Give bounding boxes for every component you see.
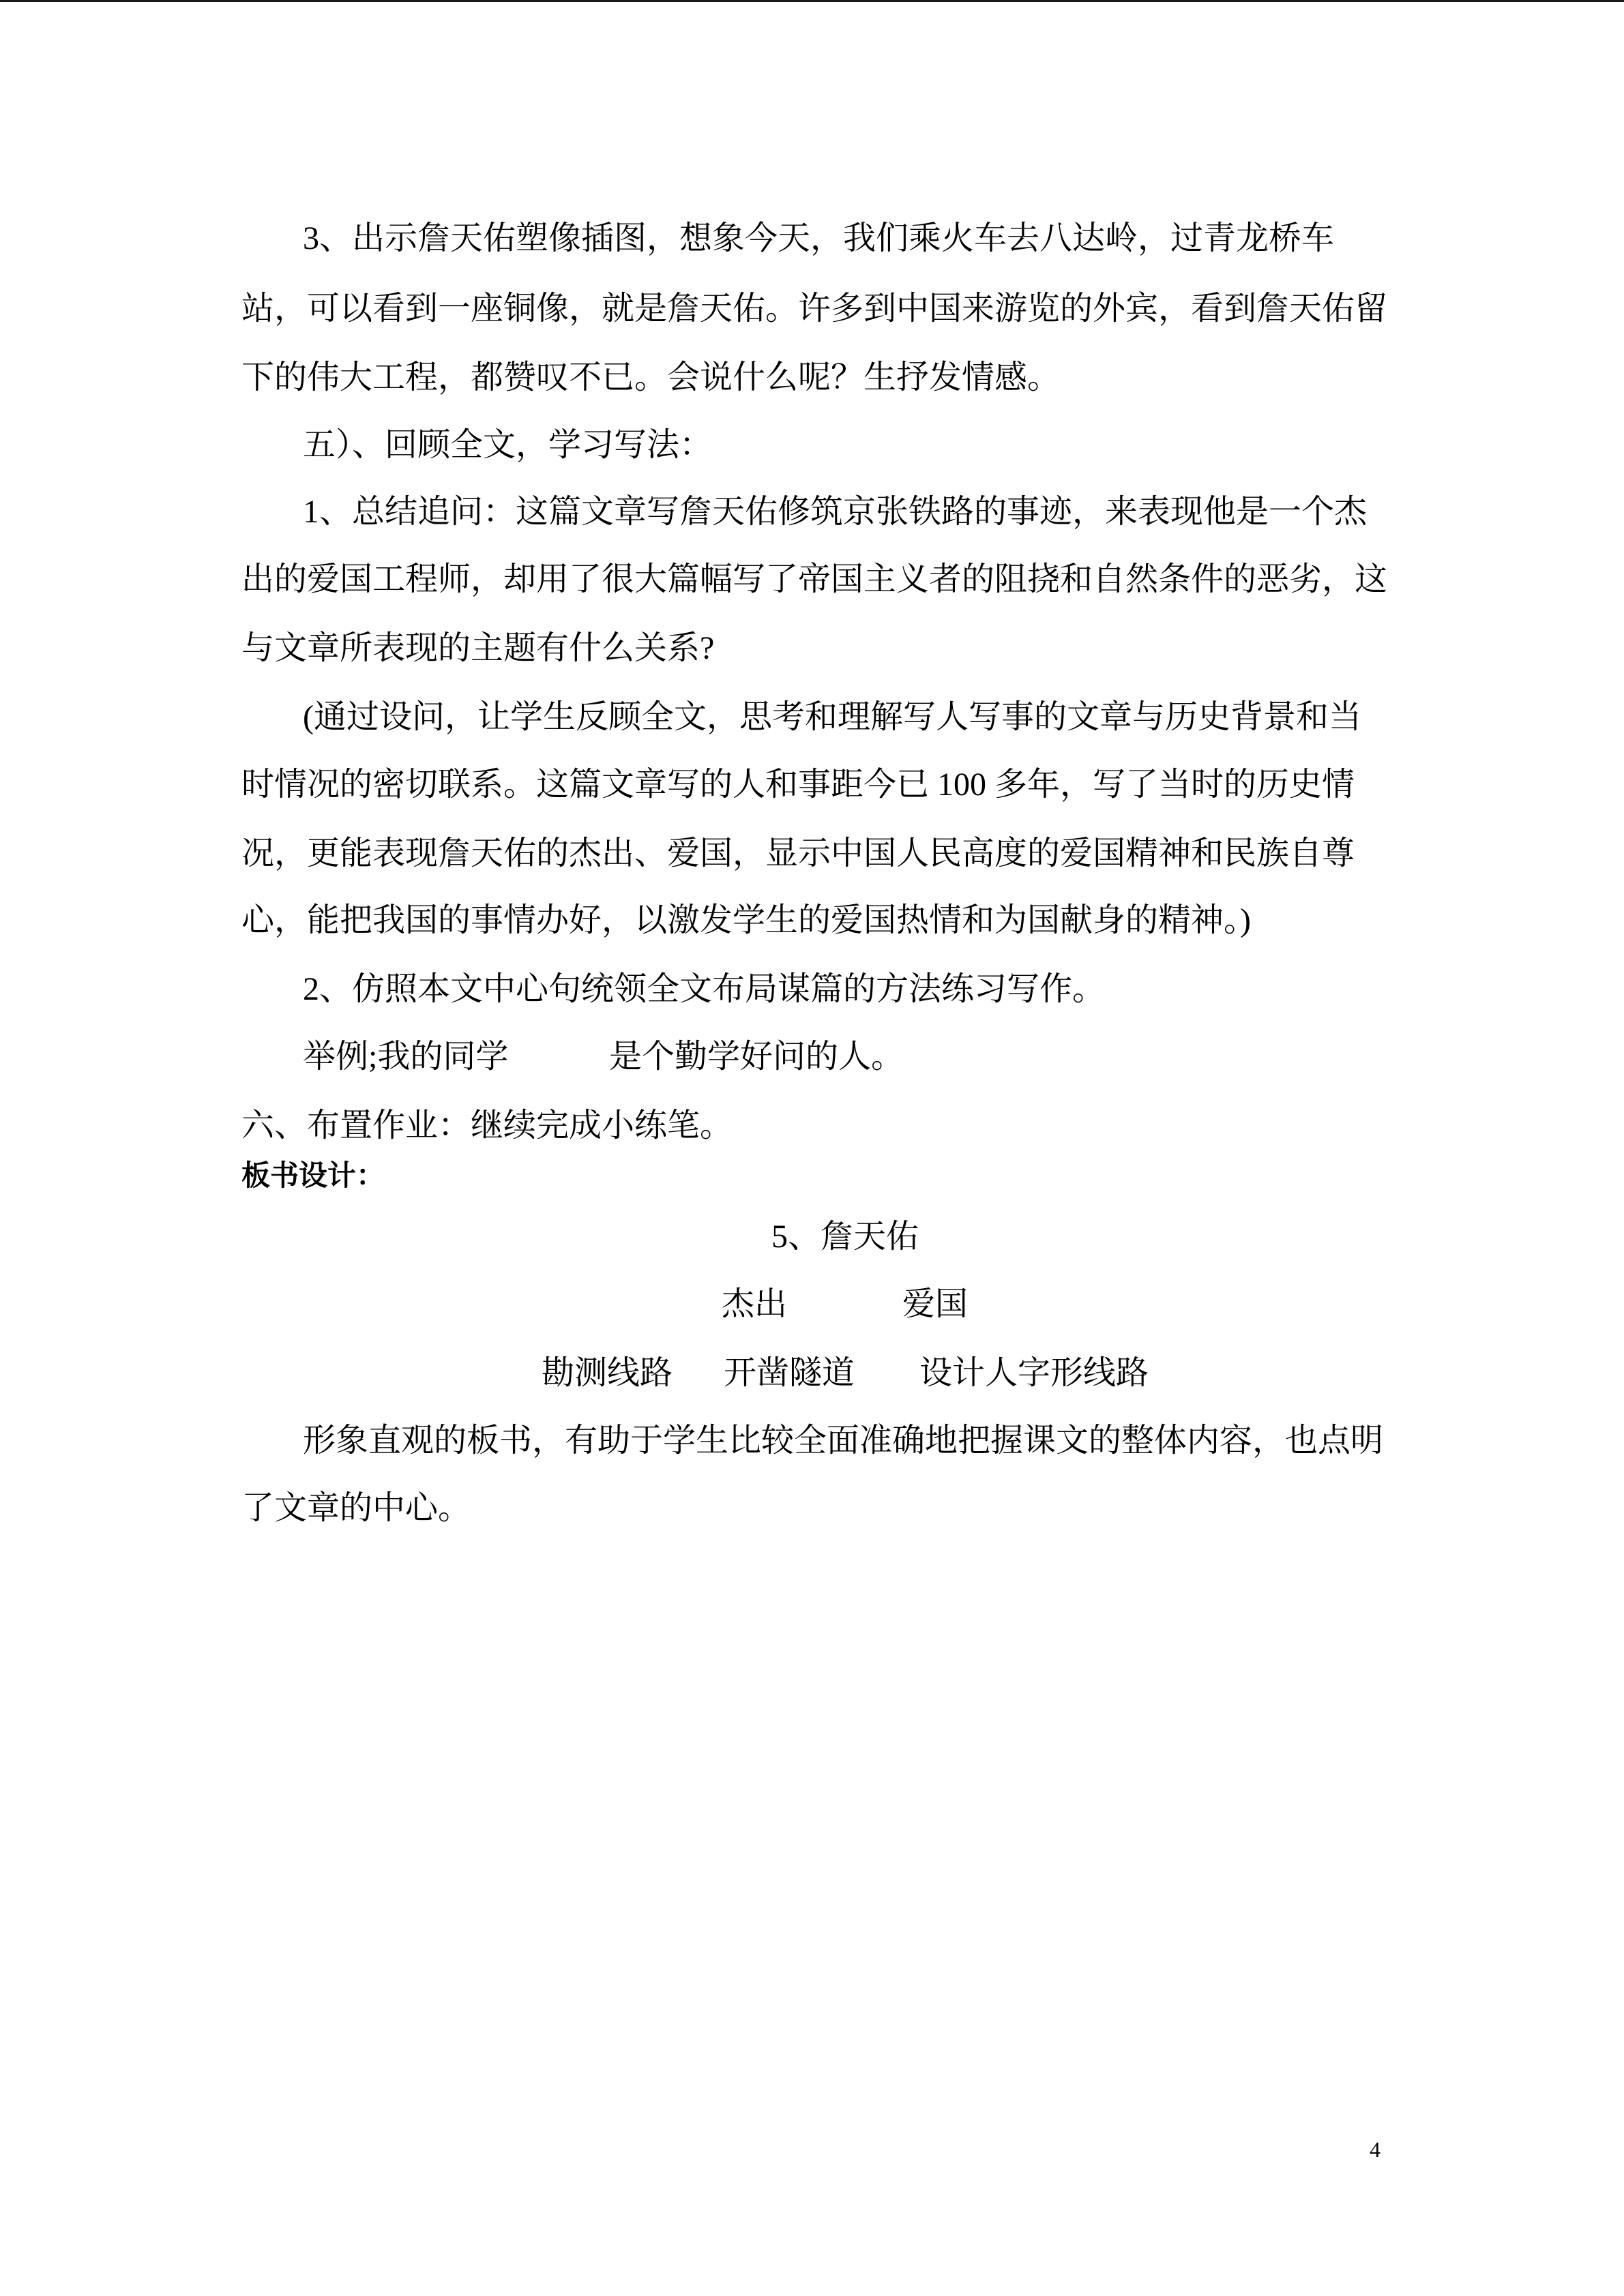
paragraph-line: (通过设问，让学生反顾全文，思考和理解写人写事的文章与历史背景和当 bbox=[303, 699, 1361, 735]
board-step: 设计人字形线路 bbox=[919, 1355, 1149, 1391]
paragraph-line: 与文章所表现的主题有什么关系? bbox=[241, 630, 715, 666]
paragraph-line: 形象直观的板书，有助于学生比较全面准确地把握课文的整体内容，也点明 bbox=[303, 1422, 1384, 1459]
board-step: 开凿隧道 bbox=[724, 1355, 855, 1391]
paragraph-line: 心，能把我国的事情办好，以激发学生的爱国热情和为国献身的精神。) bbox=[241, 902, 1251, 938]
board-keyword: 杰出 bbox=[722, 1286, 788, 1322]
example-line bbox=[303, 1023, 904, 1091]
paragraph-line: 2、仿照本文中心句统领全文布局谋篇的方法练习写作。 bbox=[303, 971, 1106, 1007]
paragraph-line: 3、出示詹天佑塑像插图，想象今天，我们乘火车去八达岭，过青龙桥车 bbox=[303, 220, 1335, 256]
page-number: 4 bbox=[1370, 2137, 1381, 2162]
paragraph-line: 了文章的中心。 bbox=[241, 1490, 471, 1526]
board-title-row bbox=[0, 1203, 1624, 1271]
board-title: 5、詹天佑 bbox=[771, 1219, 919, 1255]
paragraph-line: 下的伟大工程，都赞叹不已。会说什么呢？生抒发情感。 bbox=[241, 359, 1061, 396]
paragraph-line: 站，可以看到一座铜像，就是詹天佑。许多到中国来游览的外宾，看到詹天佑留 bbox=[241, 290, 1388, 327]
board-step: 勘测线路 bbox=[542, 1355, 673, 1391]
example-prefix: 举例;我的同学 bbox=[303, 1039, 509, 1075]
board-steps-row bbox=[0, 1339, 1624, 1407]
page-top-edge bbox=[0, 0, 1624, 2]
example-suffix: 是个勤学好问的人。 bbox=[609, 1039, 904, 1075]
section-heading: 六、布置作业：继续完成小练笔。 bbox=[241, 1107, 733, 1144]
board-keyword: 爱国 bbox=[902, 1286, 969, 1322]
board-keyword-row bbox=[0, 1270, 1624, 1339]
board-design-heading: 板书设计： bbox=[241, 1159, 385, 1192]
paragraph-line: 况，更能表现詹天佑的杰出、爱国，显示中国人民高度的爱国精神和民族自尊 bbox=[241, 835, 1355, 871]
paragraph-line: 1、总结追问：这篇文章写詹天佑修筑京张铁路的事迹，来表现他是一个杰 bbox=[303, 494, 1368, 530]
paragraph-line: 时情况的密切联系。这篇文章写的人和事距今已 100 多年，写了当时的历史情 bbox=[241, 766, 1355, 803]
paragraph-line: 出的爱国工程师，却用了很大篇幅写了帝国主义者的阻挠和自然条件的恶劣，这 bbox=[241, 561, 1388, 597]
section-heading: 五）、回顾全文，学习写法： bbox=[303, 427, 713, 463]
